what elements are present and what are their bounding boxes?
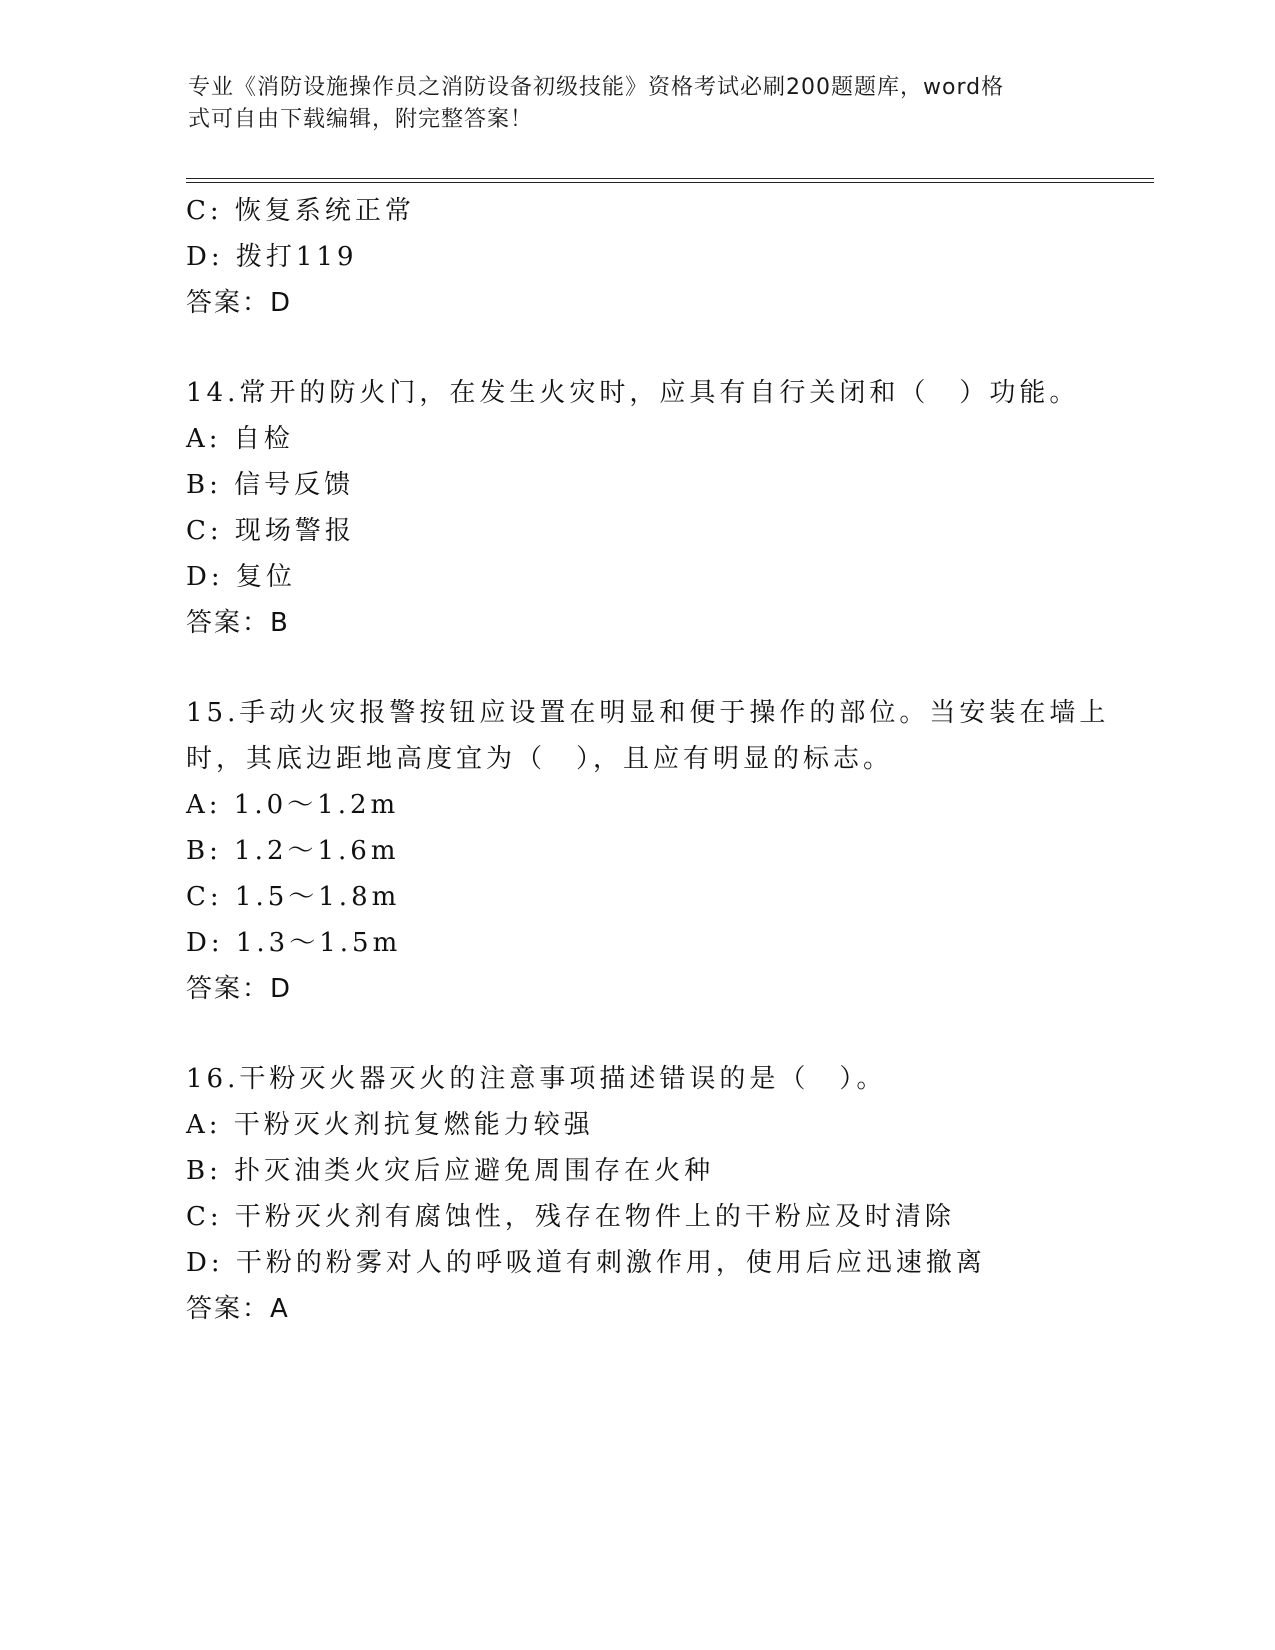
question-13-continued: [186, 188, 1106, 326]
option-c: C: 1.5～1.8m: [186, 882, 401, 912]
option-a: A: 自检: [186, 424, 294, 454]
page-header: [188, 72, 1068, 136]
option-d: D: 复位: [186, 562, 296, 592]
question-list: [186, 188, 1110, 1332]
header-title-line-1: 专业《消防设施操作员之消防设备初级技能》资格考试必刷200题题库，word格: [188, 75, 1005, 100]
option-b: B: 1.2～1.6m: [186, 836, 400, 866]
option-a: A: 干粉灭火剂抗复燃能力较强: [186, 1110, 594, 1140]
question-stem: 15.手动火灾报警按钮应设置在明显和便于操作的部位。当安装在墙上: [186, 698, 1110, 728]
question-stem-continued: 时，其底边距地高度宜为（ ），且应有明显的标志。: [186, 744, 894, 774]
option-c: C: 恢复系统正常: [186, 196, 415, 226]
answer-line: 答案：D: [186, 288, 293, 318]
question-14: [186, 370, 1106, 646]
option-c: C: 现场警报: [186, 516, 355, 546]
question-16: [186, 1056, 1106, 1332]
header-divider: [186, 182, 1154, 183]
option-d: D: 干粉的粉雾对人的呼吸道有刺激作用，使用后应迅速撤离: [186, 1248, 986, 1278]
question-stem: 16.干粉灭火器灭火的注意事项描述错误的是（ ）。: [186, 1064, 887, 1094]
answer-line: 答案：B: [186, 608, 290, 638]
option-b: B: 扑灭油类火灾后应避免周围存在火种: [186, 1156, 715, 1186]
question-15: [186, 690, 1110, 1012]
option-c: C: 干粉灭火剂有腐蚀性，残存在物件上的干粉应及时清除: [186, 1202, 955, 1232]
option-d: D: 拨打119: [186, 242, 358, 272]
answer-line: 答案：A: [186, 1294, 290, 1324]
header-divider: [186, 178, 1154, 179]
option-a: A: 1.0～1.2m: [186, 790, 400, 820]
answer-line: 答案：D: [186, 974, 293, 1004]
option-b: B: 信号反馈: [186, 470, 355, 500]
question-stem: 14.常开的防火门，在发生火灾时，应具有自行关闭和（ ）功能。: [186, 378, 1080, 408]
option-d: D: 1.3～1.5m: [186, 928, 402, 958]
header-title-line-2: 式可自由下载编辑，附完整答案！: [188, 107, 534, 132]
